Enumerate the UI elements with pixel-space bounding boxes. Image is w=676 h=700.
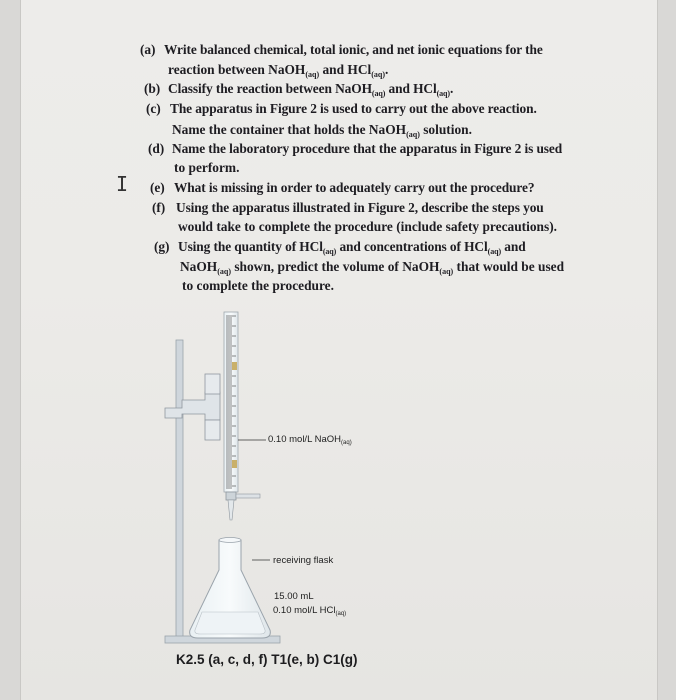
question-a: (a) Write balanced chemical, total ionic, and net ionic equations for the <box>140 42 543 57</box>
question-f: (f) Using the apparatus illustrated in Figure 2, describe the steps you <box>152 200 544 215</box>
curriculum-codes: K2.5 (a, c, d, f) T1(e, b) C1(g) <box>176 652 358 667</box>
burette-clamp <box>165 392 220 420</box>
question-d-line2: to perform. <box>174 160 240 175</box>
stopcock <box>226 492 236 500</box>
text-cursor-icon: I <box>116 172 129 196</box>
question-c: (c) The apparatus in Figure 2 is used to carry out the above reaction. <box>146 101 537 116</box>
stand-rod <box>176 340 183 640</box>
question-g: (g) Using the quantity of HCl$_{(aq)}$ and concentrations of HCl$_{(aq)}$ and <box>154 239 526 256</box>
flask-label: receiving flask <box>273 555 334 566</box>
question-g-line2: NaOH$_{(aq)}$ shown, predict the volume of NaOH$_{(aq)}$ that would be used <box>180 259 565 276</box>
hcl-volume-label: 15.00 mL <box>274 591 314 602</box>
question-d: (d) Name the laboratory procedure that the apparatus in Figure 2 is used <box>148 141 563 156</box>
question-g-line3: to complete the procedure. <box>182 278 334 293</box>
question-c-line2: Name the container that holds the NaOH$_{(aq)}$ solution. <box>172 122 472 139</box>
burette-label: 0.10 mol/L NaOH$_{(aq)}$ <box>268 434 352 446</box>
hcl-concentration-label: 0.10 mol/L HCl$_{(aq)}$ <box>273 605 347 617</box>
question-e: (e) What is missing in order to adequately carry out the procedure? <box>150 180 535 195</box>
question-f-line2: would take to complete the procedure (include safety precautions). <box>178 219 557 234</box>
question-b: (b) Classify the reaction between NaOH$_{(aq)}$ and HCl$_{(aq)}$. <box>144 81 454 98</box>
question-a-line2: reaction between NaOH$_{(aq)}$ and HCl$_{(aq)}$. <box>168 62 389 79</box>
